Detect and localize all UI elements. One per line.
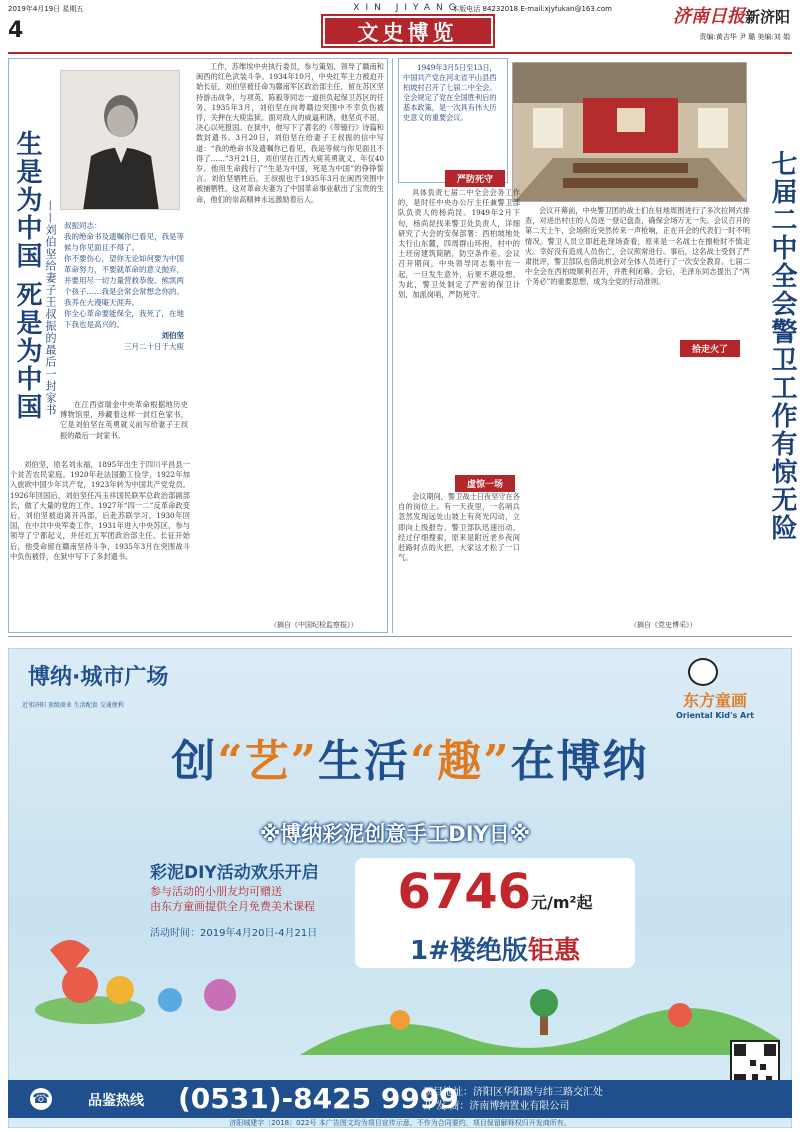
hotline-label: 品鉴热线: [88, 1093, 144, 1109]
gift-line-1: 参与活动的小朋友均可赠送: [150, 885, 282, 898]
activity-date: 活动时间：2019年4月20日-4月21日: [150, 928, 318, 939]
slogan-quote-1: “艺”: [217, 736, 318, 787]
hotline-bar: [8, 1080, 792, 1118]
contact-line: 本版电话 84232018 E-mail:xjyfukan@163.com: [452, 5, 612, 13]
article2-lead-box: [398, 58, 508, 183]
editor-credits: 责编:黄吉华 尹 璐 美编:刘 娟: [699, 33, 790, 41]
letter-signature: 刘伯坚: [161, 331, 184, 340]
header-rule: [8, 52, 792, 54]
masthead-name: 济南日报: [672, 6, 745, 27]
section-pinyin: XIN JIYANG: [353, 3, 462, 13]
promo-highlight: 钜惠: [527, 936, 580, 966]
promo-line: [355, 933, 635, 969]
slogan-part-2: 生活: [318, 736, 410, 787]
article1-source: （摘自《中国纪检监察报》）: [270, 621, 358, 629]
project-address: 项目地址：济阳区华阳路与纬三路交汇处: [423, 1087, 603, 1098]
kids-art-logo: [655, 660, 775, 720]
issue-date: 2019年4月19日: [8, 5, 61, 13]
ad-separator-rule: [8, 636, 792, 637]
section-title: 文史博览: [323, 16, 493, 46]
article2-kicker-3: 虚惊一场: [455, 475, 515, 492]
article1-subtitle: ——刘伯坚给妻子王叔振的最后一封家书: [44, 200, 57, 416]
activity-title: 彩泥DIY活动欢乐开启: [150, 863, 319, 883]
developer-name: 开 发 商：济南博纳置业有限公司: [423, 1101, 570, 1112]
price-box: [355, 858, 635, 968]
price-unit: 元/m²起: [531, 893, 593, 912]
portrait-photo: [60, 70, 180, 210]
article2-source: （摘自《党史博采》）: [630, 621, 697, 629]
event-title: [175, 818, 615, 848]
ad-disclaimer: 济阳城建字〔2018〕022号 本广告图文均为项目宣传示意，不作为合同要约，项目保留解释权归开发商所有。: [229, 1119, 571, 1127]
article2-column-b: 会议期间，警卫战士日夜坚守在各自的岗位上。有一天夜里，一名哨兵忽然发现远处山坡上有亮光闪动，立即向上级报告。警卫部队迅速出动，经过仔细搜索，原来是附近老乡夜间赶路时点的火把，大家这才松了一口气。: [398, 492, 520, 563]
article2-column-c: 会议开幕前，中央警卫团的战士们在驻地周围进行了多次拉网式排查，对进出村庄的人员逐一登记盘查，确保会场万无一失。会议召开的第二天上午，会场附近突然传来一声枪响，正在开会的代表们一时不明情况。警卫人员立即赶赴现场查看，原来是一名战士在擦枪时不慎走火。幸好没有造成人员伤亡，会议照常进行。事后，这名战士受到了严肃批评，警卫部队也借此机会对全体人员进行了一次安全教育。七届二中全会在西柏坡顺利召开，并胜利闭幕。会后，毛泽东同志提出了“两个务必”的重要思想，成为全党的行动准则。: [525, 206, 750, 287]
slogan-part-1: 创: [171, 736, 218, 787]
gift-line-2: 由东方童画提供全月免费美术课程: [150, 900, 315, 913]
article2-kicker-2: 拾走火了: [680, 340, 740, 357]
portrait-illustration: [61, 71, 180, 210]
article2-lead: 1949年3月5日至13日，中国共产党在河北省平山县西柏坡村召开了七届二中全会。全会规定了党在全国胜利后的基本政策，是一次具有伟大历史意义的重要会议。: [403, 63, 497, 122]
activity-gift: [150, 884, 315, 914]
project-address-block: [423, 1086, 603, 1114]
kids-brand-cn: 东方童画: [682, 691, 747, 710]
slogan-part-3: 在博纳: [510, 736, 649, 787]
column-divider: [392, 58, 393, 633]
article2-title: 七届二中全会警卫工作有惊无险: [767, 150, 797, 542]
meeting-hall-illustration: [513, 63, 747, 202]
article2-column-a: 具体负责七届二中全会会务工作的，是时任中央办公厅主任兼警卫部队负责人的杨尚昆。1949年2月下旬，杨尚昆找来警卫处负责人，详细研究了大会的安保部署：西柏坡地处太行山东麓，四周群山环抱，村中的土坯房建筑简陋，防空条件差。会议召开期间，中央领导同志集中在一起，一旦发生意外，后果不堪设想。为此，警卫处制定了严密的保卫计划，加派岗哨，严防死守。: [398, 188, 520, 300]
page-number: 4: [8, 18, 24, 43]
article1-column-a: 在江西省瑞金中央革命根据地历史博物馆里，珍藏着这样一封红色家书，它是刘伯坚在英勇就义前写给妻子王叔振的最后一封家书。: [60, 400, 188, 440]
article2-kicker-1: 严防死守: [445, 170, 505, 187]
kids-brand-en: Oriental Kid's Art: [676, 711, 754, 720]
masthead-sub: 新济阳: [744, 8, 790, 26]
promo-prefix: 1#楼绝版: [410, 936, 528, 966]
brand-logo: [28, 660, 208, 700]
section-banner: [315, 3, 500, 53]
letter-text: [64, 220, 184, 352]
price-line: [355, 862, 635, 933]
article1-column-c: 工作，苏维埃中央执行委员，参与策划、领导了赣南和闽西的红色武装斗争。1934年10月，中央红军主力被迫开始长征，刘伯坚被任命为赣南军区政治部主任，留在苏区坚持游击战争，与项英、陈毅等同志一道担负起保卫苏区的任务。1935年3月，刘伯坚在向粤赣边突围中不幸负伤被俘，关押在大庾监狱。面对敌人的威逼利诱，他坚贞不屈，决心以死报国。在狱中，他写下了著名的《带镣行》诗篇和数封遗书。3月20日，刘伯坚在给妻子王叔振的信中写道：“我的绝命书及遗嘱你已看见，我是等候与你见面且不得了……”3月21日，刘伯坚在江西大庾英勇就义，年仅40岁。他用生命践行了“生是为中国，死是为中国”的铮铮誓言。刘伯坚牺牲后，王叔振也于1935年3月在闽西突围中被捕牺牲。这对革命夫妻为了中国革命事业献出了宝贵的生命，他们的崇高精神永远激励着后人。: [196, 62, 384, 204]
price-value: 6746: [397, 864, 532, 920]
brand-tags: 近邻济阳 顶级商业 生活配套 交通便利: [22, 702, 124, 709]
brand-name: 博纳·城市广场: [28, 665, 169, 690]
hotline-number[interactable]: (0531)-8425 9999: [178, 1082, 459, 1115]
event-title-text: ※博纳彩泥创意手工DIY日※: [259, 822, 531, 846]
phone-icon: ☎: [30, 1088, 52, 1110]
meeting-hall-photo: [512, 62, 747, 202]
article1-title: 生是为中国 死是为中国: [12, 130, 42, 422]
article1-column-b: 刘伯坚，原名刘永福，1895年出生于四川平昌县一个贫苦农民家庭。1920年赴法国勤工俭学，1922年加入旅欧中国少年共产党，1923年转为中国共产党党员。1926年回国后，刘伯坚任冯玉祥国民联军总政治部副部长，做了大量的党的工作。1927年“四一二”反革命政变后，刘伯坚被迫离开冯部，后赴苏联学习。1930年回国，在中共中央军委工作，1931年进入中央苏区，参与领导了宁都起义，并任红五军团政治部主任。长征开始后，他受命留在赣南坚持斗争，1935年3月在突围战斗中负伤被俘，在狱中写下了多封遗书。: [10, 460, 190, 561]
ad-slogan: [140, 725, 680, 789]
newspaper-masthead: [620, 2, 790, 28]
clay-landscape-illustration: [300, 985, 780, 1055]
clay-figures-illustration: [30, 930, 290, 1030]
letter-date: 三月二十日于大庾: [124, 342, 184, 351]
issue-weekday: 星期五: [62, 5, 84, 13]
slogan-quote-2: “趣”: [410, 736, 511, 787]
letter-body: 叔振同志： 我的绝命书及遗嘱你已看见，我是等候与你见面且不得了。 你不要伤心，望你无论如何要为中国革命努力，不要就革命的意义抛弃，并要用尽一切力量营救恭俊、熊凯两个孩子……我是会常会常想念你的。 我养在大漫庵天涯奔。 你全心革命要能保全，我死了，在地下我也是高兴的。: [64, 221, 184, 329]
